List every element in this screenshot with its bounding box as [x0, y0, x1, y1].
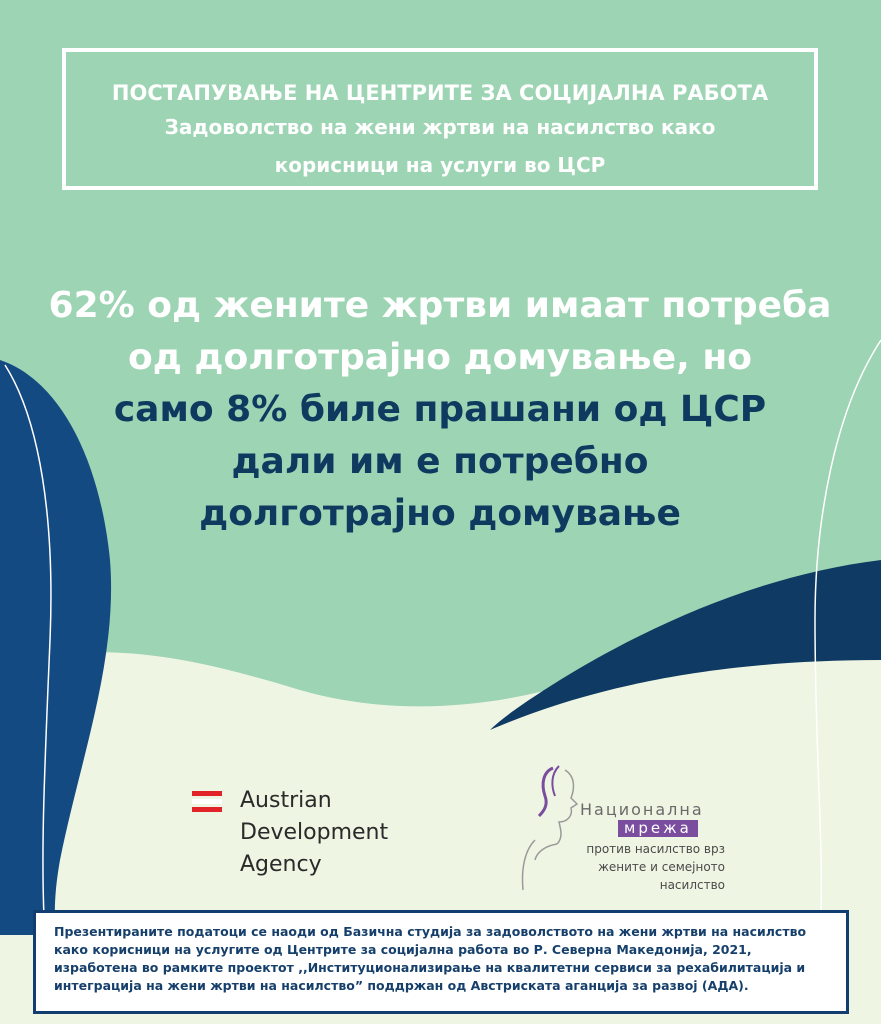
title-box: [62, 48, 818, 190]
headline-line: дали им е потребно: [231, 441, 649, 482]
austria-flag-icon: [192, 791, 222, 815]
mreza-tagline-line: против насилство врз: [586, 842, 725, 856]
mreza-tagline-line: насилство: [659, 878, 725, 892]
footer-source-note: [33, 910, 849, 1014]
mreza-label: мрежа: [618, 820, 698, 837]
headline-line: од долготрајно домување, но: [128, 337, 752, 378]
mreza-tagline: [565, 840, 725, 894]
ada-line: Agency: [240, 852, 322, 877]
footer-text: Презентираните податоци се наоди од Базична студија за задоволството на жени жртви на насилство како корисници на услугите од Центрите за социјална работа во Р. Северна Македонија, 2021, изработена во рамките проектот ,,Институционализирање на квалитетни сервиси за рехабилитација и интеграција на жени жртви на насилство” поддржан од Австриската аганција за развој (АДА).: [54, 924, 807, 993]
title-heading: ПОСТАПУВАЊЕ НА ЦЕНТРИТЕ ЗА СОЦИЈАЛНА РАБОТА: [111, 81, 769, 105]
headline-line: 62% од жените жртви имаат потреба: [48, 285, 832, 326]
national-network-logo: [515, 760, 735, 900]
headline-statistic: [40, 280, 840, 540]
mreza-title: Национална: [580, 800, 704, 819]
ada-line: Development: [240, 820, 389, 845]
headline-line: само 8% биле прашани од ЦСР: [113, 389, 767, 430]
mreza-tagline-line: жените и семејното: [598, 860, 725, 874]
ada-wordmark: [240, 785, 388, 881]
title-subheading: Задоволство на жени жртви на насилство како корисници на услуги во ЦСР: [164, 115, 716, 177]
ada-line: Austrian: [240, 788, 332, 813]
headline-line: долготрајно домување: [199, 493, 681, 534]
